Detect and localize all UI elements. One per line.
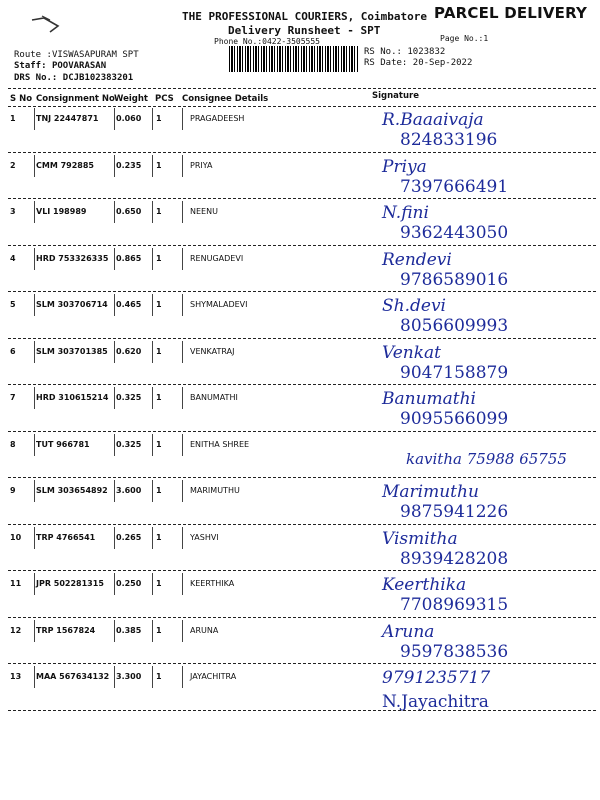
pieces-count: 1 bbox=[156, 625, 162, 635]
serial-number: 12 bbox=[10, 625, 22, 635]
weight-value: 3.300 bbox=[116, 672, 142, 681]
consignee-name: VENKATRAJ bbox=[190, 346, 235, 356]
signature-handwriting: Banumathi bbox=[382, 389, 476, 409]
rs-date-label: RS Date: bbox=[364, 58, 408, 68]
consignment-number: TRP 4766541 bbox=[36, 532, 96, 542]
pieces-count: 1 bbox=[156, 486, 162, 495]
rs-no-value: 1023832 bbox=[407, 47, 446, 57]
column-divider bbox=[34, 201, 35, 223]
signature-phone: 9786589016 bbox=[400, 269, 509, 290]
row-divider bbox=[8, 431, 596, 432]
row-divider bbox=[8, 338, 596, 339]
header-top-rule bbox=[8, 88, 596, 89]
pieces-count: 1 bbox=[156, 672, 162, 681]
consignee-name: PRAGADEESH bbox=[190, 114, 245, 123]
consignee-name: ARUNA bbox=[190, 625, 219, 635]
pieces-count: 1 bbox=[156, 300, 162, 309]
column-divider bbox=[182, 155, 183, 177]
pieces-count: 1 bbox=[156, 439, 162, 449]
weight-value: 0.620 bbox=[116, 346, 142, 356]
consignee-name: JAYACHITRA bbox=[190, 672, 237, 681]
column-divider bbox=[114, 434, 115, 456]
company-name: THE PROFESSIONAL COURIERS, Coimbatore bbox=[182, 10, 428, 23]
signature-phone: 8056609993 bbox=[400, 316, 509, 336]
column-divider bbox=[152, 573, 153, 595]
row-divider bbox=[8, 245, 596, 246]
row-divider bbox=[8, 291, 596, 292]
row-divider bbox=[8, 617, 596, 618]
column-divider bbox=[114, 480, 115, 502]
serial-number: 1 bbox=[10, 114, 16, 123]
signature-handwriting: 9791235717 bbox=[382, 668, 491, 688]
table-row bbox=[0, 434, 600, 481]
column-divider bbox=[114, 387, 115, 409]
column-divider bbox=[182, 527, 183, 549]
table-row bbox=[0, 341, 600, 388]
rs-date-value: 20-Sep-2022 bbox=[412, 58, 473, 68]
col-header-consignment: Consignment No bbox=[36, 94, 115, 104]
column-divider bbox=[152, 480, 153, 502]
signature-phone: 9362443050 bbox=[400, 223, 509, 243]
pieces-count: 1 bbox=[156, 160, 162, 170]
weight-value: 0.250 bbox=[116, 579, 142, 588]
row-divider bbox=[8, 384, 596, 385]
pieces-count: 1 bbox=[156, 346, 162, 356]
consignment-number: HRD 310615214 bbox=[36, 393, 109, 402]
table-row bbox=[0, 155, 600, 202]
weight-value: 0.325 bbox=[116, 439, 142, 449]
signature-phone: 824833196 bbox=[400, 130, 498, 150]
serial-number: 2 bbox=[10, 160, 16, 170]
column-divider bbox=[182, 294, 183, 316]
consignment-number: JPR 502281315 bbox=[36, 579, 104, 588]
column-divider bbox=[152, 527, 153, 549]
consignment-number: TUT 966781 bbox=[36, 439, 90, 449]
weight-value: 3.600 bbox=[116, 486, 142, 495]
column-divider bbox=[182, 480, 183, 502]
signature-handwriting: Sh.devi bbox=[382, 296, 446, 316]
brand-title: PARCEL DELIVERY bbox=[434, 4, 588, 22]
pieces-count: 1 bbox=[156, 393, 162, 402]
column-divider bbox=[34, 248, 35, 270]
signature-phone: N.Jayachitra bbox=[382, 692, 489, 712]
consignment-number: SLM 303654892 bbox=[36, 486, 108, 495]
column-divider bbox=[182, 108, 183, 130]
table-row bbox=[0, 108, 600, 155]
signature-handwriting: Venkat bbox=[382, 342, 441, 363]
col-header-sno: S No bbox=[10, 94, 33, 104]
signature-handwriting: Rendevi bbox=[382, 249, 452, 270]
pieces-count: 1 bbox=[156, 114, 162, 123]
table-row bbox=[0, 248, 600, 295]
column-divider bbox=[114, 527, 115, 549]
column-divider bbox=[114, 155, 115, 177]
row-divider bbox=[8, 152, 596, 153]
row-divider bbox=[8, 524, 596, 525]
header-bottom-rule bbox=[8, 106, 596, 107]
consignment-number: SLM 303701385 bbox=[36, 346, 108, 356]
column-divider bbox=[152, 434, 153, 456]
column-divider bbox=[34, 573, 35, 595]
signature-phone: 9875941226 bbox=[400, 502, 509, 522]
table-row bbox=[0, 620, 600, 667]
pieces-count: 1 bbox=[156, 253, 162, 263]
column-divider bbox=[34, 341, 35, 363]
table-row bbox=[0, 666, 600, 713]
route-value: VISWASAPURAM SPT bbox=[51, 50, 139, 60]
signature-handwriting: Keerthika bbox=[382, 575, 467, 595]
column-divider bbox=[182, 201, 183, 223]
column-divider bbox=[182, 387, 183, 409]
drs-value: DCJB102383201 bbox=[62, 73, 134, 83]
serial-number: 6 bbox=[10, 346, 16, 356]
consignment-number: CMM 792885 bbox=[36, 160, 94, 170]
column-divider bbox=[152, 620, 153, 642]
signature-handwriting: Vismitha bbox=[382, 528, 458, 549]
pieces-count: 1 bbox=[156, 532, 162, 542]
consignee-name: PRIYA bbox=[190, 160, 213, 170]
row-divider bbox=[8, 710, 596, 711]
column-divider bbox=[182, 620, 183, 642]
column-divider bbox=[182, 666, 183, 688]
serial-number: 7 bbox=[10, 393, 16, 402]
table-row bbox=[0, 294, 600, 341]
serial-number: 4 bbox=[10, 253, 16, 263]
signature-handwriting: Aruna bbox=[382, 621, 435, 642]
signature-handwriting: kavitha 75988 65755 bbox=[406, 449, 567, 468]
page-number: Page No.:1 bbox=[440, 34, 489, 43]
consignee-name: YASHVI bbox=[190, 532, 219, 542]
column-divider bbox=[114, 573, 115, 595]
column-divider bbox=[152, 201, 153, 223]
column-divider bbox=[34, 620, 35, 642]
signature-phone: 9095566099 bbox=[400, 409, 509, 429]
serial-number: 5 bbox=[10, 300, 16, 309]
serial-number: 11 bbox=[10, 579, 22, 588]
weight-value: 0.265 bbox=[116, 532, 142, 542]
consignee-name: NEENU bbox=[190, 207, 218, 216]
table-row bbox=[0, 201, 600, 248]
col-header-weight: Weight bbox=[114, 94, 148, 104]
consignee-name: ENITHA SHREE bbox=[190, 439, 250, 449]
row-divider bbox=[8, 198, 596, 199]
serial-number: 13 bbox=[10, 672, 22, 681]
weight-value: 0.385 bbox=[116, 625, 142, 635]
column-divider bbox=[34, 387, 35, 409]
consignee-name: MARIMUTHU bbox=[190, 486, 240, 495]
runsheet-title: Delivery Runsheet - SPT bbox=[228, 24, 381, 37]
column-divider bbox=[34, 480, 35, 502]
column-divider bbox=[152, 341, 153, 363]
drs-row bbox=[14, 73, 133, 83]
column-divider bbox=[114, 108, 115, 130]
pieces-count: 1 bbox=[156, 579, 162, 588]
rs-no-row bbox=[364, 47, 445, 57]
column-divider bbox=[34, 434, 35, 456]
consignment-number: TRP 1567824 bbox=[36, 625, 96, 635]
serial-number: 9 bbox=[10, 486, 16, 495]
signature-phone: 9597838536 bbox=[400, 641, 509, 662]
row-divider bbox=[8, 570, 596, 571]
signature-phone: 7397666491 bbox=[400, 176, 509, 197]
barcode bbox=[229, 46, 359, 72]
consignee-name: RENUGADEVI bbox=[190, 253, 244, 263]
column-divider bbox=[182, 434, 183, 456]
column-divider bbox=[114, 341, 115, 363]
column-divider bbox=[182, 573, 183, 595]
row-divider bbox=[8, 663, 596, 664]
column-divider bbox=[34, 294, 35, 316]
column-divider bbox=[114, 666, 115, 688]
column-divider bbox=[114, 201, 115, 223]
column-divider bbox=[114, 294, 115, 316]
row-divider bbox=[8, 477, 596, 478]
consignment-number: TNJ 22447871 bbox=[36, 114, 99, 123]
column-divider bbox=[152, 294, 153, 316]
table-row bbox=[0, 480, 600, 527]
col-header-details: Consignee Details bbox=[182, 94, 269, 104]
weight-value: 0.650 bbox=[116, 207, 142, 216]
rs-no-label: RS No.: bbox=[364, 47, 402, 57]
weight-value: 0.865 bbox=[116, 253, 142, 263]
route-label: Route : bbox=[14, 50, 52, 60]
signature-handwriting: R.Baaaivaja bbox=[382, 110, 484, 130]
weight-value: 0.060 bbox=[116, 114, 142, 123]
column-divider bbox=[152, 155, 153, 177]
column-divider bbox=[34, 155, 35, 177]
column-divider bbox=[34, 527, 35, 549]
consignment-number: HRD 753326335 bbox=[36, 253, 109, 263]
route-row bbox=[14, 50, 139, 60]
rs-date-row bbox=[364, 58, 472, 68]
serial-number: 10 bbox=[10, 532, 22, 542]
staff-value: POOVARASAN bbox=[51, 61, 107, 71]
column-divider bbox=[114, 248, 115, 270]
signature-handwriting: Priya bbox=[382, 156, 427, 177]
column-divider bbox=[34, 666, 35, 688]
staff-row bbox=[14, 61, 106, 71]
serial-number: 8 bbox=[10, 439, 16, 449]
signature-handwriting: N.fini bbox=[382, 203, 429, 223]
consignee-name: BANUMATHI bbox=[190, 393, 238, 402]
drs-label: DRS No.: bbox=[14, 73, 58, 83]
column-divider bbox=[182, 248, 183, 270]
staff-label: Staff: bbox=[14, 61, 47, 71]
column-divider bbox=[152, 108, 153, 130]
column-divider bbox=[152, 666, 153, 688]
weight-value: 0.465 bbox=[116, 300, 142, 309]
consignment-number: VLI 198989 bbox=[36, 207, 87, 216]
logo-mark-icon bbox=[28, 12, 68, 42]
signature-phone: 8939428208 bbox=[400, 548, 509, 569]
table-row bbox=[0, 387, 600, 434]
consignee-name: KEERTHIKA bbox=[190, 579, 235, 588]
table-row bbox=[0, 527, 600, 574]
serial-number: 3 bbox=[10, 207, 16, 216]
consignment-number: MAA 567634132 bbox=[36, 672, 110, 681]
phone-number: Phone No.:0422-3505555 bbox=[214, 37, 320, 46]
pieces-count: 1 bbox=[156, 207, 162, 216]
col-header-signature: Signature bbox=[372, 91, 419, 101]
col-header-pcs: PCS bbox=[155, 94, 174, 104]
column-divider bbox=[152, 248, 153, 270]
signature-handwriting: Marimuthu bbox=[382, 482, 479, 502]
consignment-number: SLM 303706714 bbox=[36, 300, 108, 309]
table-row bbox=[0, 573, 600, 620]
column-divider bbox=[182, 341, 183, 363]
signature-phone: 9047158879 bbox=[400, 362, 509, 383]
signature-phone: 7708969315 bbox=[400, 595, 509, 615]
consignee-name: SHYMALADEVI bbox=[190, 300, 248, 309]
column-divider bbox=[152, 387, 153, 409]
weight-value: 0.325 bbox=[116, 393, 142, 402]
column-divider bbox=[34, 108, 35, 130]
weight-value: 0.235 bbox=[116, 160, 142, 170]
column-divider bbox=[114, 620, 115, 642]
